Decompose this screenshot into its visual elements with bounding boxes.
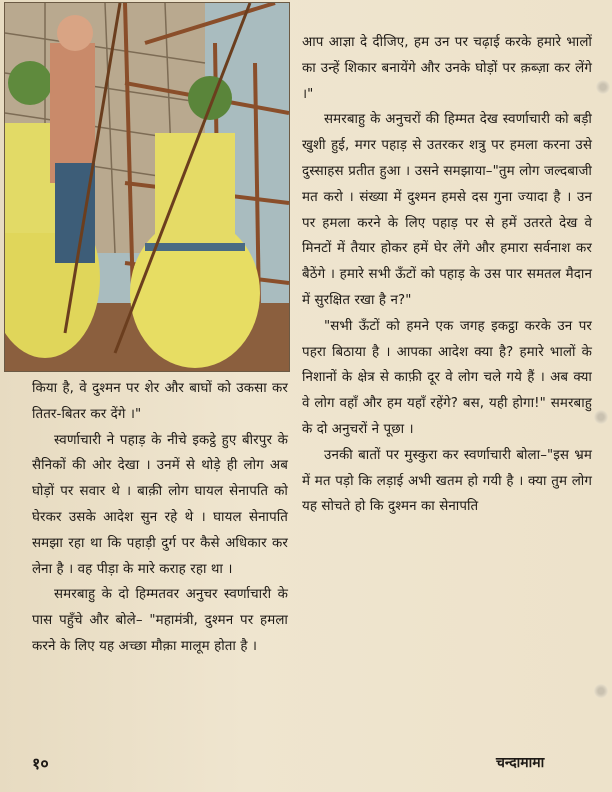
magazine-title: चन्दामामा bbox=[496, 755, 545, 771]
paragraph: स्वर्णाचारी ने पहाड़ के नीचे इकट्ठे हुए बीरपुर के सैनिकों की ओर देखा । उनमें से थोड़े ही लोग अब घोड़ों पर सवार थे । बाक़ी लोग घायल सेनापति को घेरकर उसके आदेश सुन रहे थे । घायल सेनापति समझा रहा था कि पहाड़ी दुर्ग पर कैसे अधिकार कर लेना है । वह पीड़ा के मारे कराह रहा था । bbox=[32, 432, 288, 577]
paragraph: उनकी बातों पर मुस्कुरा कर स्वर्णाचारी बोला–"इस भ्रम में मत पड़ो कि लड़ाई अभी खतम हो गयी है । क्या तुम लोग यह सोचते हो कि दुश्मन का सेनापति bbox=[302, 447, 592, 515]
left-text-column bbox=[32, 376, 288, 660]
story-illustration bbox=[4, 2, 290, 372]
paragraph: किया है, वे दुश्मन पर शेर और बाघों को उकसा कर तितर-बितर कर देंगे ।" bbox=[32, 381, 288, 422]
paragraph: समरबाहु के अनुचरों की हिम्मत देख स्वर्णाचारी को बड़ी खुशी हुई, मगर पहाड़ से उतरकर शत्रु पर हमला करना उसे दुस्साहस प्रतीत हुआ । उसने समझाया–"तुम लोग जल्दबाजी मत करो । संख्या में दुश्मन हमसे दस गुना ज्यादा है । उन पर हमला करने के लिए पहाड़ पर से हमें उतरते देख वे मिनटों में तैयार होकर हमें घेर लेंगे और हमारा सर्वनाश कर बैठेंगे । हमारे सभी ऊँटों को पहाड़ के उस पार समतल मैदान में सुरक्षित रखा है न?" bbox=[302, 112, 592, 308]
binding-hole-icon bbox=[594, 410, 608, 424]
paragraph: आप आज्ञा दे दीजिए, हम उन पर चढ़ाई करके हमारे भालों का उन्हें शिकार बनायेंगे और उनके घोड़ों पर क़ब्ज़ा कर लेंगे ।" bbox=[302, 35, 592, 102]
page-number: १० bbox=[32, 754, 49, 773]
paragraph: समरबाहु के दो हिम्मतवर अनुचर स्वर्णाचारी के पास पहुँचे और बोले– "महामंत्री, दुश्मन पर हमला करने के लिए यह अच्छा मौक़ा मालूम होता है । bbox=[32, 587, 288, 654]
paragraph: "सभी ऊँटों को हमने एक जगह इकट्ठा करके उन पर पहरा बिठाया है । आपका आदेश क्या है? हमारे भालों के निशानों के क्षेत्र से काफ़ी दूर वे लोग चले गये हैं । अब क्या वे लोग वहाँ और हम यहाँ रहेंगे? बस, यही होगा!" समरबाहु के दो अनुचरों ने पूछा । bbox=[302, 318, 592, 437]
right-text-column bbox=[302, 30, 592, 520]
binding-hole-icon bbox=[596, 80, 610, 94]
illustration-warriors-icon bbox=[5, 3, 289, 371]
binding-hole-icon bbox=[594, 684, 608, 698]
